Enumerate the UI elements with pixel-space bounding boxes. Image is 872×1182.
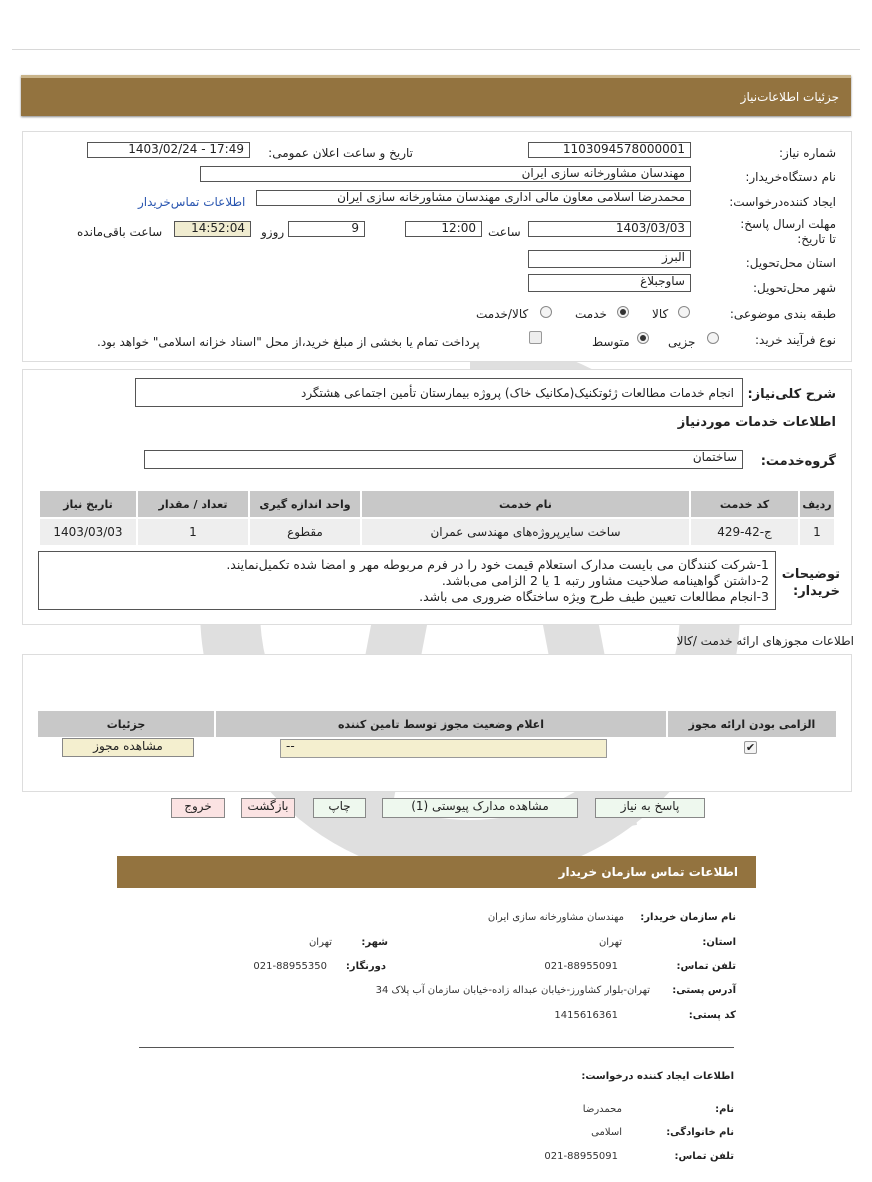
service-group-label: گروه‌خدمت:	[760, 454, 836, 469]
table-row	[39, 518, 835, 546]
contact-divider	[139, 1047, 734, 1048]
payment-checkbox[interactable]	[529, 331, 542, 344]
contact-phone-value: 021-88955091	[544, 961, 618, 972]
th-unit: واحد اندازه گیری	[249, 490, 361, 518]
permit-status-field[interactable]: --	[280, 739, 607, 758]
deadline-date-field: 1403/03/03	[528, 221, 691, 237]
contact-header	[117, 856, 756, 888]
deadline-label: مهلت ارسال پاسخ: تا تاریخ:	[740, 217, 836, 246]
creator-name-value: محمدرضا	[582, 1104, 622, 1115]
need-number-field: 1103094578000001	[528, 142, 691, 158]
contact-fax-value: 021-88955350	[253, 961, 327, 972]
city-field: ساوجبلاغ	[528, 274, 691, 292]
view-attachments-button[interactable]: مشاهده مدارک پیوستی (1)	[382, 798, 578, 818]
th-permit-status: اعلام وضعیت مجوز توسط تامین کننده	[215, 710, 667, 738]
buyer-note-line: 3-انجام مطالعات تعیین طیف طرح ویژه ساختگاه ضروری می باشد.	[419, 589, 769, 604]
category-option-goods-service: کالا/خدمت	[476, 307, 529, 321]
province-field: البرز	[528, 250, 691, 268]
reply-button[interactable]: پاسخ به نیاز	[595, 798, 705, 818]
requester-label: ایجاد کننده‌درخواست:	[729, 195, 836, 209]
view-permit-button[interactable]: مشاهده مجوز	[62, 738, 194, 757]
creator-family-label: نام خانوادگی:	[666, 1127, 734, 1138]
city-label: شهر محل‌تحویل:	[752, 281, 836, 295]
summary-field: انجام خدمات مطالعات ژئوتکنیک(مکانیک خاک) پروژه بیمارستان تأمین اجتماعی هشتگرد	[135, 378, 743, 407]
permit-required-checkbox[interactable]: ✔	[745, 741, 756, 754]
service-group-field: ساختمان	[144, 450, 743, 469]
category-label: طبقه بندی موضوعی:	[729, 307, 836, 321]
buyer-notes-box	[38, 551, 776, 610]
print-button[interactable]: چاپ	[313, 798, 366, 818]
creator-phone-label: تلفن تماس:	[674, 1151, 734, 1162]
summary-label: شرح کلی‌نیاز:	[747, 387, 836, 402]
buyer-notes-label: توضیحات خریدار:	[781, 567, 840, 599]
page-header-title: جزئیات اطلاعات‌نیاز	[740, 90, 839, 104]
cell-need-date: 1403/03/03	[39, 518, 137, 546]
contact-address-value: تهران-بلوار کشاورز-خیابان عبداله زاده-خیابان سازمان آب پلاک 34	[375, 985, 650, 996]
announce-label: تاریخ و ساعت اعلان عمومی:	[268, 146, 413, 160]
days-label: روزو	[261, 225, 285, 239]
deadline-time-label: ساعت	[488, 225, 521, 239]
contact-address-label: آدرس پستی:	[672, 985, 736, 996]
contact-fax-label: دورنگار:	[345, 961, 386, 972]
cell-quantity: 1	[137, 518, 249, 546]
contact-province-value: تهران	[598, 937, 622, 948]
process-option-minor: جزیی	[668, 335, 696, 349]
requester-field: محمدرضا اسلامی معاون مالی اداری مهندسان مشاورخانه سازی ایران	[256, 190, 691, 206]
category-radio-goods[interactable]	[678, 306, 690, 318]
contact-city-label: شهر:	[361, 937, 388, 948]
remaining-label: ساعت باقی‌مانده	[77, 225, 163, 239]
permits-title: اطلاعات مجوزهای ارائه خدمت /کالا	[676, 634, 854, 648]
process-option-medium: متوسط	[592, 335, 630, 349]
back-button[interactable]: بازگشت	[241, 798, 295, 818]
contact-phone-label: تلفن تماس:	[676, 961, 736, 972]
contact-province-label: استان:	[702, 937, 736, 948]
services-heading: اطلاعات خدمات موردنیاز	[677, 415, 836, 430]
cell-service-name: ساخت سایرپروژه‌های مهندسی عمران	[361, 518, 690, 546]
buyer-contact-link[interactable]: اطلاعات تماس‌خریدار	[138, 195, 246, 209]
contact-org-value: مهندسان مشاورخانه سازی ایران	[487, 912, 624, 923]
th-service-name: نام خدمت	[361, 490, 690, 518]
process-radio-medium[interactable]	[637, 332, 649, 344]
buyer-note-line: 1-شرکت کنندگان می بایست مدارک استعلام قیمت خود را در فرم مربوطه مهر و امضا شده تکمیل‌نمایند.	[226, 557, 769, 572]
creator-heading: اطلاعات ایجاد کننده درخواست:	[581, 1071, 734, 1082]
creator-name-label: نام:	[715, 1104, 734, 1115]
th-permit-details: جزئیات	[37, 710, 215, 738]
remaining-time-field: 14:52:04	[174, 221, 251, 237]
cell-row: 1	[799, 518, 835, 546]
exit-button[interactable]: خروج	[171, 798, 225, 818]
deadline-time-field: 12:00	[405, 221, 482, 237]
th-need-date: تاریخ نیاز	[39, 490, 137, 518]
contact-postal-label: کد پستی:	[688, 1010, 736, 1021]
need-number-label: شماره نیاز:	[779, 146, 836, 160]
cell-unit: مقطوع	[249, 518, 361, 546]
creator-family-value: اسلامی	[591, 1127, 622, 1138]
process-radio-minor[interactable]	[707, 332, 719, 344]
contact-postal-value: 1415616361	[554, 1010, 618, 1021]
category-radio-goods-service[interactable]	[540, 306, 552, 318]
province-label: استان محل‌تحویل:	[745, 256, 836, 270]
creator-phone-value: 021-88955091	[544, 1151, 618, 1162]
buyer-org-field: مهندسان مشاورخانه سازی ایران	[200, 166, 691, 182]
payment-note: پرداخت تمام یا بخشی از مبلغ خرید،از محل "اسناد خزانه اسلامی" خواهد بود.	[97, 335, 480, 349]
th-service-code: کد خدمت	[690, 490, 799, 518]
buyer-org-label: نام دستگاه‌خریدار:	[745, 170, 836, 184]
category-option-service: خدمت	[575, 307, 607, 321]
contact-city-value: تهران	[308, 937, 332, 948]
th-row: ردیف	[799, 490, 835, 518]
top-divider	[12, 49, 860, 50]
contact-header-title: اطلاعات تماس سازمان خریدار	[558, 865, 738, 879]
category-radio-service[interactable]	[617, 306, 629, 318]
services-table	[38, 489, 836, 547]
contact-org-label: نام سازمان خریدار:	[640, 912, 736, 923]
th-permit-required: الزامی بودن ارائه مجوز	[667, 710, 837, 738]
th-quantity: تعداد / مقدار	[137, 490, 249, 518]
cell-service-code: ج-42-429	[690, 518, 799, 546]
category-option-goods: کالا	[652, 307, 669, 321]
days-field: 9	[288, 221, 365, 237]
announce-field: 1403/02/24 - 17:49	[87, 142, 250, 158]
process-label: نوع فرآیند خرید:	[755, 333, 836, 347]
page-header	[21, 75, 851, 116]
buyer-note-line: 2-داشتن گواهینامه صلاحیت مشاور رتبه 1 یا 2 الزامی می‌باشد.	[441, 573, 769, 588]
